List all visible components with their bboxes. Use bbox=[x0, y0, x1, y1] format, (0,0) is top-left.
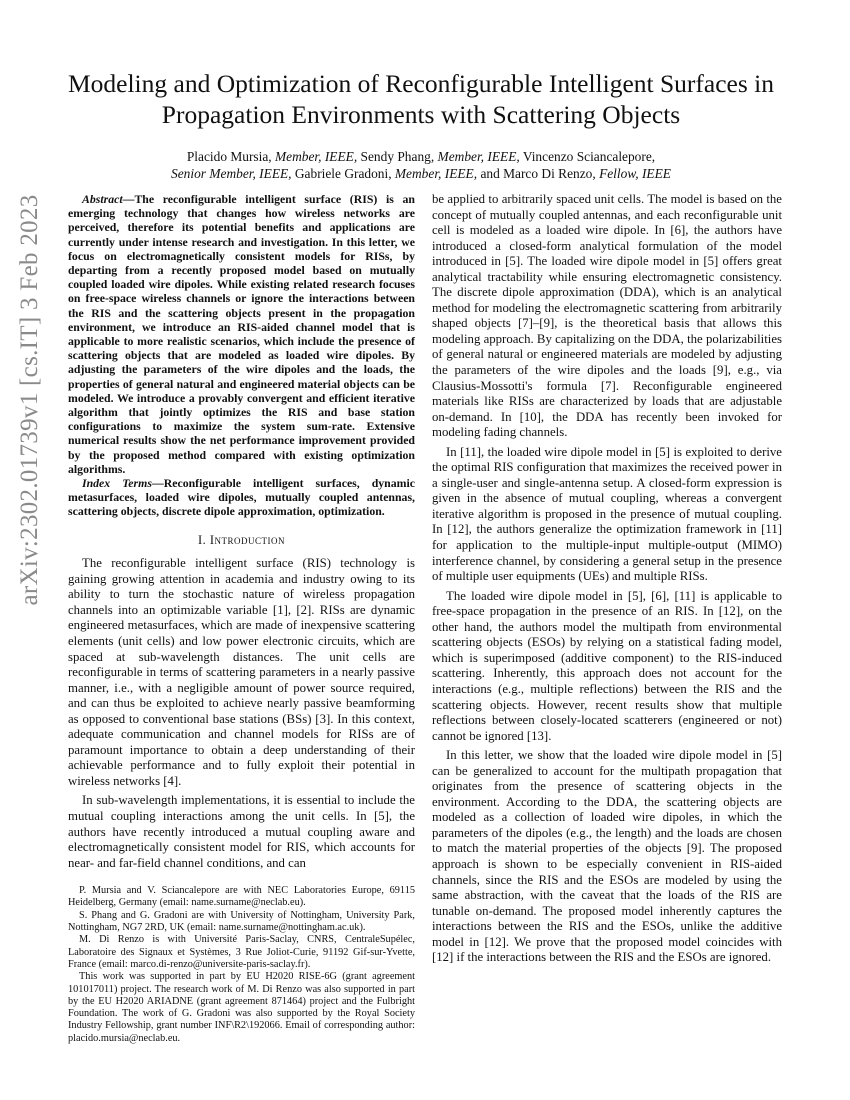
arxiv-identifier-text: arXiv:2302.01739v1 [cs.IT] 3 Feb 2023 bbox=[16, 194, 43, 606]
author-line-1 bbox=[70, 148, 772, 165]
body-paragraph: be applied to arbitrarily spaced unit cells. The model is based on the concept of mutually coupled antennas, and each reconfigurable unit cell is modeled as a loaded wire dipole. In [6], the authors have introduced a closed-form analytical formulation of the model introduced in [5]. The loaded wire dipole model in [5] offers great analytical tractability while ensuring electromagnetic consistency. The discrete dipole approximation (DDA), which is an analytical method for modeling the electromagnetic scattering from arbitrarily shaped objects [7]–[9], is the theoretical basis that allows this modeling approach. By capitalizing on the DDA, the polarizabilities of general natural or engineered materials are modeled by adjusting the parameters of the wire dipoles and the loads [9], e.g., via Clausius-Mossotti's formula [7]. Reconfigurable engineered materials like RISs are characterized by loads that are adjustable on-demand. In [10], the DDA has recently been invoked for modeling fading channels. bbox=[432, 192, 782, 440]
section-title: Introduction bbox=[209, 532, 285, 547]
footnote: M. Di Renzo is with Université Paris-Saclay, CNRS, CentraleSupélec, Laboratoire des Signaux et Systèmes, 3 Rue Joliot-Curie, 91192 Gif-sur-Yvette, France (email: marco.di-renzo@universite-paris-saclay.fr). bbox=[68, 934, 415, 970]
left-column bbox=[68, 192, 415, 1045]
author-membership: Member, IEEE, bbox=[275, 149, 358, 164]
author-name: Gabriele Gradoni, bbox=[291, 166, 395, 181]
arxiv-sidebar-identifier bbox=[8, 140, 52, 660]
author-name: and Marco Di Renzo, bbox=[477, 166, 600, 181]
abstract-label: Abstract bbox=[82, 192, 123, 206]
body-paragraph: In this letter, we show that the loaded wire dipole model in [5] can be generalized to account for the multipath propagation that originates from the presence of scattering objects in the environment. According to the DDA, the scattering objects are modeled as a collection of loaded wire dipoles, in which the parameters of the dipoles (e.g., the length) and the loads are chosen to match the material properties of the objects [9]. The proposed approach is shown to be especially convenient in RIS-aided channels, since the RIS and the ESOs are modeled by using the same abstraction, with the caveat that the loads of the RIS are tunable on-demand. The proposed model inherently captures the interactions between the RIS and the ESOs, unlike the additive model in [12]. We prove that the proposed model coincides with [12] if the interactions between the RIS and the ESOs are ignored. bbox=[432, 748, 782, 965]
paper-title: Modeling and Optimization of Reconfigurable Intelligent Surfaces in Propagation Environments with Scattering Objects bbox=[67, 69, 775, 129]
author-membership: Member, IEEE, bbox=[437, 149, 520, 164]
section-number: I. bbox=[198, 532, 210, 547]
body-paragraph: The reconfigurable intelligent surface (RIS) technology is gaining growing attention in academia and industry owing to its ability to turn the stochastic nature of wireless propagation channels into an optimizable variable [1], [2]. RISs are dynamic engineered metasurfaces, which are made of inexpensive scattering elements (unit cells) and low power electronic circuits, which are spaced at sub-wavelength distances. The unit cells are reconfigurable in terms of scattering parameters in a nearly passive manner, i.e., with a negligible amount of power source required, and can thus be exploited to achieve nearly passive beamforming as opposed to conventional base stations (BSs) [3]. In this context, adequate communication and channel models for RISs are of paramount importance to obtain a deep understanding of their achievable performance and to fully exploit their potential in wireless networks [4]. bbox=[68, 556, 415, 788]
author-line-2 bbox=[70, 165, 772, 182]
footnote: S. Phang and G. Gradoni are with University of Nottingham, University Park, Nottingham, NG7 2RD, UK (email: name.surname@nottingham.ac.uk). bbox=[68, 909, 415, 934]
index-terms-text: —Reconfigurable intelligent surfaces, dynamic metasurfaces, loaded wire dipoles, mutually coupled antennas, scattering objects, discrete dipole approximation, optimization. bbox=[68, 476, 415, 519]
author-name: Sendy Phang, bbox=[357, 149, 438, 164]
author-membership: Senior Member, IEEE, bbox=[171, 166, 292, 181]
author-name: Vincenzo Sciancalepore, bbox=[519, 149, 656, 164]
footnote: This work was supported in part by EU H2020 RISE-6G (grant agreement 101017011) project. The research work of M. Di Renzo was also supported in part by the EU H2020 ARIADNE (grant agreement 871464) project and the Fulbright Foundation. The work of G. Gradoni was also supported by the Royal Society Industry Fellowship, grant number INF\R2\192066. Email of corresponding author: placido.mursia@neclab.eu. bbox=[68, 971, 415, 1044]
author-name: Placido Mursia, bbox=[186, 149, 275, 164]
author-membership: Member, IEEE, bbox=[394, 166, 478, 181]
body-paragraph: The loaded wire dipole model in [5], [6], [11] is applicable to free-space propagation in the presence of an RIS. In [12], on the other hand, the authors model the multipath from environmental scattering objects (ESOs) by relying on a statistical fading model, which is superimposed (additive component) to the RIS-induced scattering. Inherently, this approach does not account for the interactions (e.g., multiple reflections) between the RIS and the scattering objects. However, recent results show that multiple reflections between closely-located scatterers (engineered or not) cannot be ignored [13]. bbox=[432, 588, 782, 743]
abstract-text: —The reconfigurable intelligent surface (RIS) is an emerging technology that changes how wireless networks are perceived, therefore its potential benefits and applications are currently under intense research and investigation. In this letter, we focus on electromagnetically consistent models for RISs, by departing from a recently proposed model based on mutually coupled loaded wire dipoles. While existing related research focuses on free-space wireless channels or ignore the interactions between the RIS and the scattering objects present in the propagation environment, we introduce an RIS-aided channel model that is applicable to more realistic scenarios, which include the presence of scattering objects that are modeled as loaded wire dipoles. By adjusting the parameters of the wire dipoles and the loads, the properties of general natural and engineered material objects can be modeled. We introduce a provably convergent and efficient iterative algorithm that jointly optimizes the RIS and base station configurations to maximize the system sum-rate. Extensive numerical results show the net performance improvement provided by the proposed method compared with existing optimization algorithms. bbox=[68, 192, 415, 476]
footnotes bbox=[68, 885, 415, 1045]
author-membership: Fellow, IEEE bbox=[599, 166, 671, 181]
index-terms-label: Index Terms bbox=[82, 476, 152, 491]
section-heading bbox=[68, 533, 415, 549]
body-paragraph: In [11], the loaded wire dipole model in [5] is exploited to derive the optimal RIS configuration that maximizes the received power in a single-user and single-antenna setup. A closed-form expression is given in the absence of mutual coupling, whereas a convergent iterative algorithm is proposed in the presence of mutual coupling. In [12], the authors generalize the optimization framework in [11] for application to the multiple-input multiple-output (MIMO) interference channel, by considering a general setup in the presence of multiple user equipments (UEs) and multiple RISs. bbox=[432, 444, 782, 584]
index-terms bbox=[68, 476, 415, 519]
abstract bbox=[68, 192, 415, 476]
author-list bbox=[70, 148, 772, 182]
body-paragraph: In sub-wavelength implementations, it is essential to include the mutual coupling interactions among the unit cells. In [5], the authors have recently introduced a mutual coupling aware and electromagnetically consistent model for RIS, which accounts for near- and far-field channel conditions, and can bbox=[68, 793, 415, 870]
right-column bbox=[432, 192, 782, 966]
footnote: P. Mursia and V. Sciancalepore are with NEC Laboratories Europe, 69115 Heidelberg, Germany (email: name.surname@neclab.eu). bbox=[68, 885, 415, 909]
